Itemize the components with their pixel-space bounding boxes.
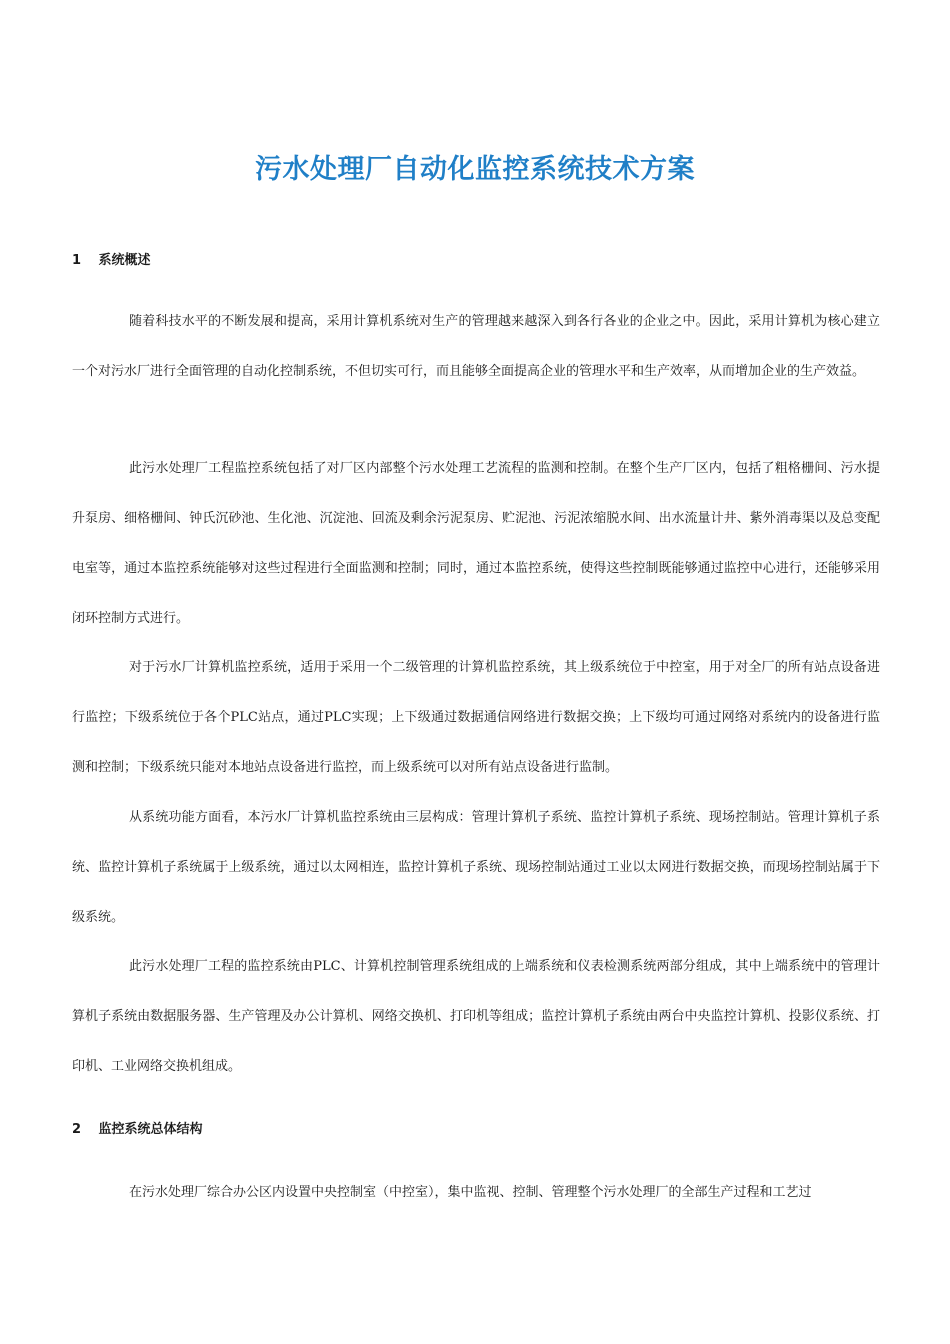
section-title: 系统概述	[98, 253, 151, 268]
section-title: 监控系统总体结构	[98, 1122, 203, 1137]
paragraph: 对于污水厂计算机监控系统，适用于采用一个二级管理的计算机监控系统，其上级系统位于中控室，用于对全厂的所有站点设备进行监控；下级系统位于各个PLC站点，通过PLC实现；上下级通过数据通信网络进行数据交换；上下级均可通过网络对系统内的设备进行监测和控制；下级系统只能对本地站点设备进行监控，而上级系统可以对所有站点设备进行监制。	[72, 660, 880, 775]
section-heading-2	[72, 1120, 203, 1140]
document-title: 污水处理厂自动化监控系统技术方案	[255, 154, 695, 185]
section-number: 2	[72, 1122, 82, 1137]
paragraph: 此污水处理厂工程的监控系统由PLC、计算机控制管理系统组成的上端系统和仪表检测系统两部分组成，其中上端系统中的管理计算机子系统由数据服务器、生产管理及办公计算机、网络交换机、打印机等组成；监控计算机子系统由两台中央监控计算机、投影仪系统、打印机、工业网络交换机组成。	[72, 959, 880, 1074]
section-number: 1	[72, 253, 82, 268]
paragraph: 在污水处理厂综合办公区内设置中央控制室（中控室），集中监视、控制、管理整个污水处理厂的全部生产过程和工艺过	[129, 1185, 812, 1200]
paragraph: 从系统功能方面看，本污水厂计算机监控系统由三层构成：管理计算机子系统、监控计算机子系统、现场控制站。管理计算机子系统、监控计算机子系统属于上级系统，通过以太网相连，监控计算机子系统、现场控制站通过工业以太网进行数据交换，而现场控制站属于下级系统。	[72, 810, 880, 925]
paragraph: 此污水处理厂工程监控系统包括了对厂区内部整个污水处理工艺流程的监测和控制。在整个生产厂区内，包括了粗格栅间、污水提升泵房、细格栅间、钟氏沉砂池、生化池、沉淀池、回流及剩余污泥泵房、贮泥池、污泥浓缩脱水间、出水流量计井、紫外消毒渠以及总变配电室等，通过本监控系统能够对这些过程进行全面监测和控制；同时，通过本监控系统，使得这些控制既能够通过监控中心进行，还能够采用闭环控制方式进行。	[72, 461, 880, 626]
paragraph: 随着科技水平的不断发展和提高，采用计算机系统对生产的管理越来越深入到各行各业的企业之中。因此，采用计算机为核心建立一个对污水厂进行全面管理的自动化控制系统，不但切实可行，而且能够全面提高企业的管理水平和生产效率，从而增加企业的生产效益。	[72, 314, 880, 379]
section-heading-1	[72, 251, 151, 271]
